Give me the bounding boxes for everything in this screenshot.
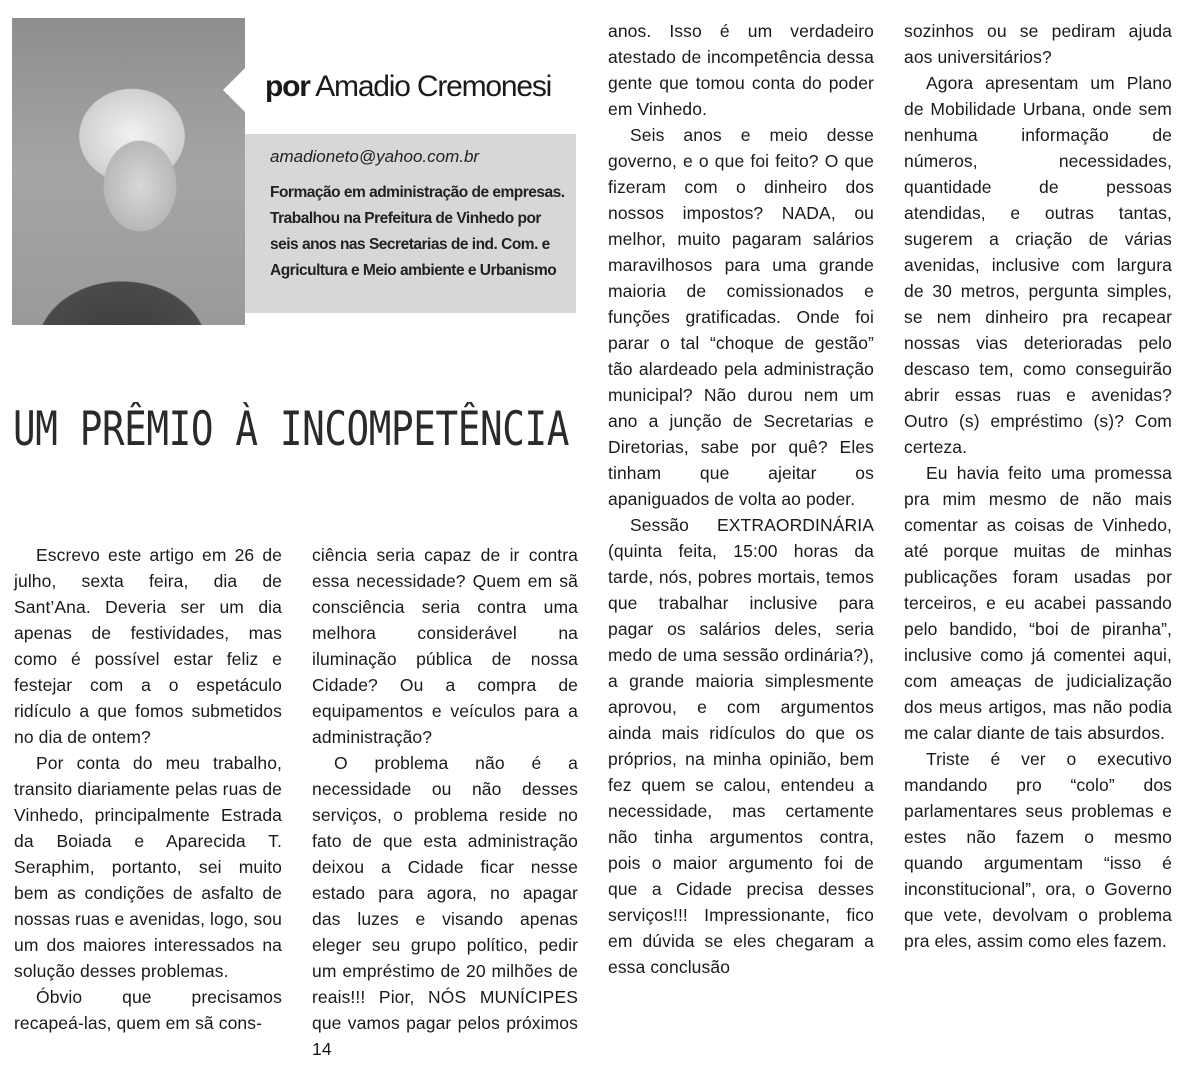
paragraph: Agora apresentam um Plano de Mobilidade Urbana, onde sem nenhuma informação de números, necessidades, quantidade de pessoas atendidas, e outras tantas, sugerem a criação de várias avenidas, inclusive com largura de 30 metros, pergunta simples, se nem dinheiro pra recapear nossas vias deterioradas pelo descaso tem, como conseguirão abrir essas ruas e avenidas? Outro (s) empréstimo (s)? Com certeza.	[904, 73, 1172, 457]
paragraph: Sessão EXTRAORDINÁRIA (quinta feita, 15:00 horas da tarde, nós, pobres mortais, temos que trabalhar inclusive para pagar os salários deles, seria medo de uma sessão ordinária?), a grande maioria simplesmente aprovou, e com argumentos ainda mais ridículos do que os próprios, na minha opinião, bem fez quem se calou, entendeu a necessidade, mas certamente não tinha argumentos contra, pois o maior argumento foi de que a Cidade precisa desses serviços!!! Impressionante, fico em dúvida se eles chegaram a essa conclusão	[608, 515, 874, 977]
author-bio: Formação em administração de empresas. Trabalhou na Prefeitura de Vinhedo por seis anos nas Secretarias de ind. Com. e Agricultura e Meio ambiente e Urbanismo	[270, 184, 565, 279]
column-2	[312, 542, 578, 1062]
author-name: Amadio Cremonesi	[315, 70, 552, 103]
column-1	[14, 542, 282, 1036]
paragraph: Triste é ver o executivo mandando pro “colo” dos parlamentares seus problemas e estes não fazem o mesmo quando argumentam “isso é inconstitucional”, ora, o Governo que vete, devolvam o problema pra eles, assim como eles fazem.	[904, 749, 1172, 951]
paragraph: anos. Isso é um verdadeiro atestado de incompetência dessa gente que tomou conta do poder em Vinhedo.	[608, 21, 874, 119]
author-photo	[12, 18, 245, 325]
badge-notch	[223, 68, 245, 112]
paragraph: sozinhos ou se pediram ajuda aos universitários?	[904, 21, 1172, 67]
paragraph: Seis anos e meio desse governo, e o que foi feito? O que fizeram com o dinheiro dos nossos impostos? NADA, ou melhor, muito pagaram salários maravilhosos para uma grande maioria de comissionados e funções gratificadas. Onde foi parar o tal “choque de gestão” tão alardeado pela administração municipal? Não durou nem um ano a junção de Secretarias e Diretorias, sabe por quê? Eles tinham que ajeitar os apaniguados de volta ao poder.	[608, 125, 874, 509]
paragraph: Eu havia feito uma promessa pra mim mesmo de não mais comentar as coisas de Vinhedo, até porque muitas de minhas publicações foram usadas por terceiros, e eu acabei passando pelo bandido, “boi de piranha”, inclusive como já comentei aqui, com ameaças de judicialização dos meus artigos, mas não podia me calar diante de tais absurdos.	[904, 463, 1172, 743]
paragraph: Óbvio que precisamos recapeá-las, quem em sã cons-	[14, 987, 282, 1033]
column-4	[904, 18, 1172, 954]
author-email: amadioneto@yahoo.com.br	[270, 147, 480, 166]
paragraph: Por conta do meu trabalho, transito diariamente pelas ruas de Vinhedo, principalmente Estrada da Boiada e Aparecida T. Seraphim, portanto, sei muito bem as condições de asfalto de nossas ruas e avenidas, logo, sou um dos maiores interessados na solução desses problemas.	[14, 753, 282, 981]
column-3	[608, 18, 874, 980]
article-headline: UM PRÊMIO À INCOMPETÊNCIA	[13, 402, 569, 457]
paragraph: ciência seria capaz de ir contra essa necessidade? Quem em sã consciência seria contra uma melhora considerável na iluminação pública de nossa Cidade? Ou a compra de equipamentos e veículos para a administração?	[312, 545, 578, 747]
author-prefix: por	[265, 70, 310, 103]
author-byline	[265, 70, 551, 104]
paragraph: Escrevo este artigo em 26 de julho, sexta feira, dia de Sant’Ana. Deveria ser um dia apenas de festividades, mas como é possível estar feliz e festejar com a o espetáculo ridículo a que fomos submetidos no dia de ontem?	[14, 545, 282, 747]
paragraph: O problema não é a necessidade ou não desses serviços, o problema reside no fato de que esta administração deixou a Cidade ficar nesse estado para agora, no apagar das luzes e visando apenas eleger seu grupo político, pedir um empréstimo de 20 milhões de reais!!! Pior, NÓS MUNÍCIPES que vamos pagar pelos próximos 14	[312, 753, 578, 1059]
